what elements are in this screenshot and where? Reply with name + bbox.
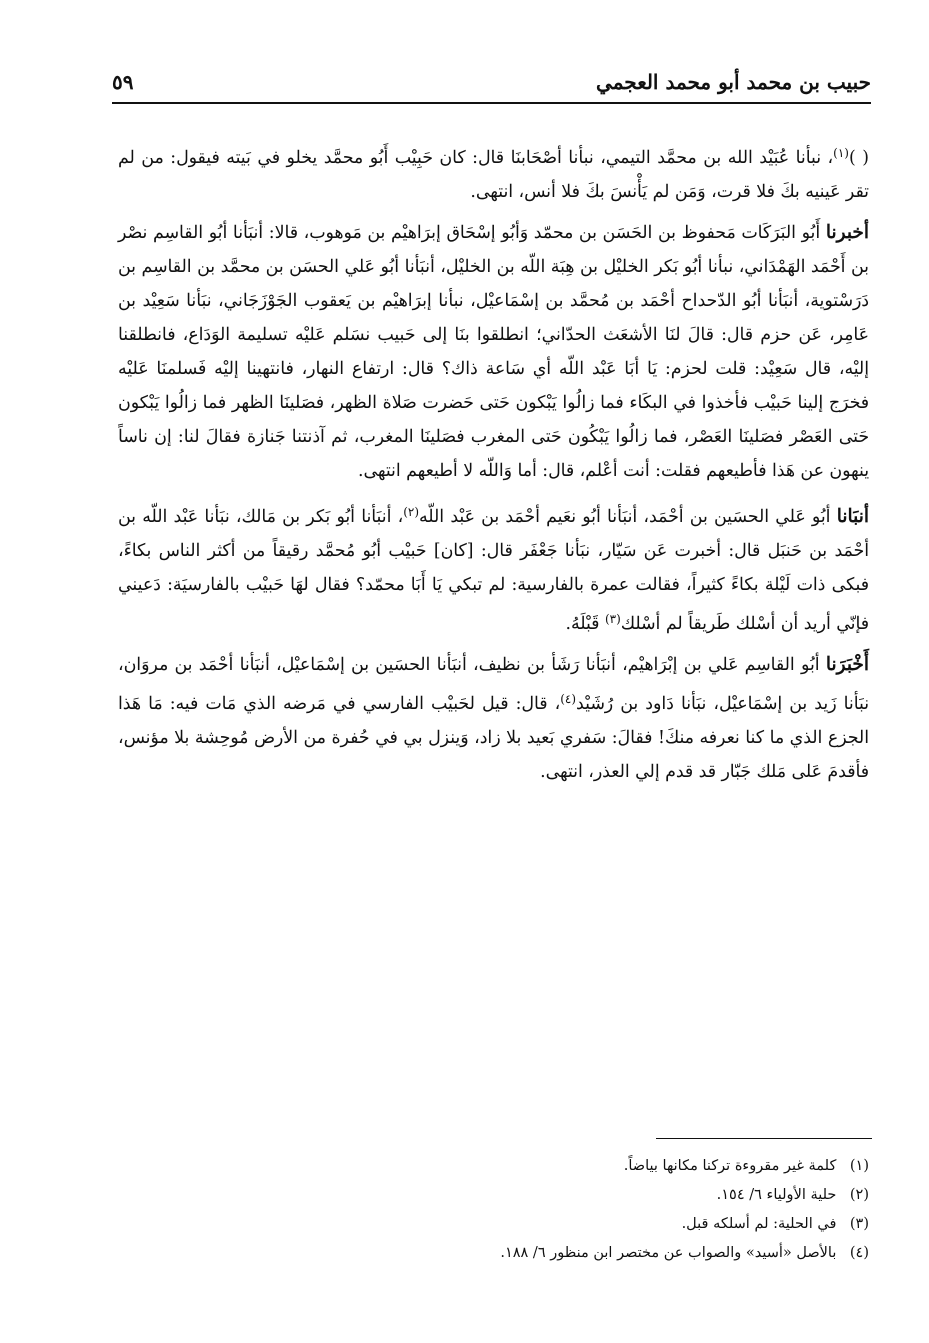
text-run: قَبْلَهُ. [565,614,605,634]
footnote-ref: (٢) [403,505,420,519]
footnote [200,1152,869,1181]
footnote-number: (٣) [849,1216,869,1232]
footnote [200,1239,869,1268]
footnote-number: (٢) [849,1187,869,1203]
text-run: ، أنبَأنا أبُو بَكر بن مَالك، نبَأنا عَبْد اللّه بن أحْمَد بن حَنبَل قال: أخبرت عَن سَيّار، نبَأنا جَعْفَر قال: [كان] حَبيْب أبُو مُحمَّد رقيقاً من أكثر الناس بكاءً، فبكى ذات لَيْلة بكاءً كثيراً، فقالت عمرة بالفارسية: لم تبكي يَا أَبَا محمّد؟ فقال لهَا حَبيْب بالفارسيَة: دَعيني فإنّي أريد أن أسْلك طَريقاً لم أسْلك [118,507,869,634]
footnote-ref: (١) [833,146,849,160]
footnote-text: حلية الأولياء ٦/ ١٥٤. [716,1187,837,1203]
main-text [118,136,869,796]
paragraph [118,136,869,209]
text-run: ، نبأنا عُبَيْد الله بن محمَّد التيمي، نبأنا أصْحَابنَا قال: كان حَبِيْب أَبُو محمَّد يخلو في بَيته فيقول: من لم تقر عَينيه بكَ فلا قرت، وَمَن لم يَأْنسَ بكَ فلا أنس، انتهى. [118,148,869,202]
lead-word: أخبرنا [825,222,869,243]
footnote-number: (٤) [849,1245,869,1261]
footnote-text: في الحلية: لم أسلكه قبل. [681,1216,837,1232]
footnote [200,1210,869,1239]
text-run: ( ) [848,148,869,168]
text-run: أبُو القاسِم عَلي بن إبْرَاهيْم، أنبَأنا رَشَأ بن نظيف، أنبَأنا الحسَين بن إسْمَاعيْل، أنبَأنا أحْمَد بن مروَان، نبَأنا زَيد بن إسْمَاعيْل، نبَأنا دَاود بن رُشَيْد [118,655,869,714]
lead-word: أَخْبَرَنا [825,654,869,675]
paragraph [118,216,869,488]
footnote-number: (١) [849,1158,869,1174]
footnotes [200,1152,869,1268]
text-run: أَبُو البَرَكَات مَحفوظ بن الحَسَن بن محمّد وَأبُو إسْحَاق إبرَاهيْم بن مَوهوب، قالا: أنبَأنا أبُو القاسِم نصْر بن أَحْمَد الهَمْدَاني، نبأنا أبُو بَكر الخليْل بن هِبَة اللّه بن الخليْل، أنبَأنا أبُو عَلي الحسَن بن محمَّد بن القاسِم بن دَرَسْتوية، أنبَأنا أبُو الدّحداح أحْمَد بن مُحمَّد بن إسْمَاعيْل، نبأنا إبرَاهيْم بن يَعقوب الجَوْزَجَاني، نبَأنا سَعِيْد بن عَامِر، عَن حزم قال: قالَ لنَا الأشعَث الحدّاني؛ انطلقوا بنَا إلى حَبيب نسَلم عَليْه تسليمة الوَدَاع، فانطلقنا إليْه، قال سَعِيْد: قلت لحزم: يَا أبَا عَبْد اللّه أي سَاعة ذاك؟ قال: ارتفاع النهار، فانتهينا إليْه فَسلمنَا عَليْه فخرَج إلينا حَبيْب فأخذوا في البكَاء فما زالُوا يَبْكون حَتى حَضرت صَلاة الظهر، فصَلينَا الظهر فما زالُوا يَبْكون حَتى العَصْر فصَلينَا العَصْر، فما زالُوا يَبْكُون حَتى المغرب فصَلينَا المغرب، ثم آذنتنا جَنازة فقالَ لنا: إن ناساً ينهون عن هَذا فأطيعهم فقلت: أنت أعْلم، قال: أما وَاللّه لا أطيعهم انتهى. [118,223,869,481]
footnote-divider [656,1138,872,1139]
footnote-ref: (٣) [604,612,621,626]
footnote-text: بالأصل «أسيد» والصواب عن مختصر ابن منظور ٦/ ١٨٨. [500,1245,837,1261]
paragraph [118,495,869,641]
footnote-ref: (٤) [560,692,577,706]
paragraph [118,648,869,789]
lead-word: أنبَانا [836,506,870,527]
text-run: ، قال: قيل لحَبيْب الفارسي في مَرضه الذي مَات فيه: مَا هَذا الجزع الذي ما كنا نعرفه منكَ! فقالَ: سَفري بَعيد بلا زاد، وَينزل بي في حُفرة من الأرض مُوحِشة بلا مؤنس، فأقدمَ عَلى مَلك جَبّار قد قدم إلي العذر، انتهى. [118,694,869,782]
page-number: ٥٩ [112,70,134,94]
text-run: أبُو عَلي الحسَين بن أحْمَد، أنبَأنا أبُو نعَيم أحْمَد بن عَبْد اللّه [419,507,837,527]
footnote [200,1181,869,1210]
running-title: حبيب بن محمد أبو محمد العجمي [596,70,871,94]
running-header [112,66,871,104]
footnote-text: كلمة غير مقروءة تركنا مكانها بياضاً. [623,1158,837,1174]
